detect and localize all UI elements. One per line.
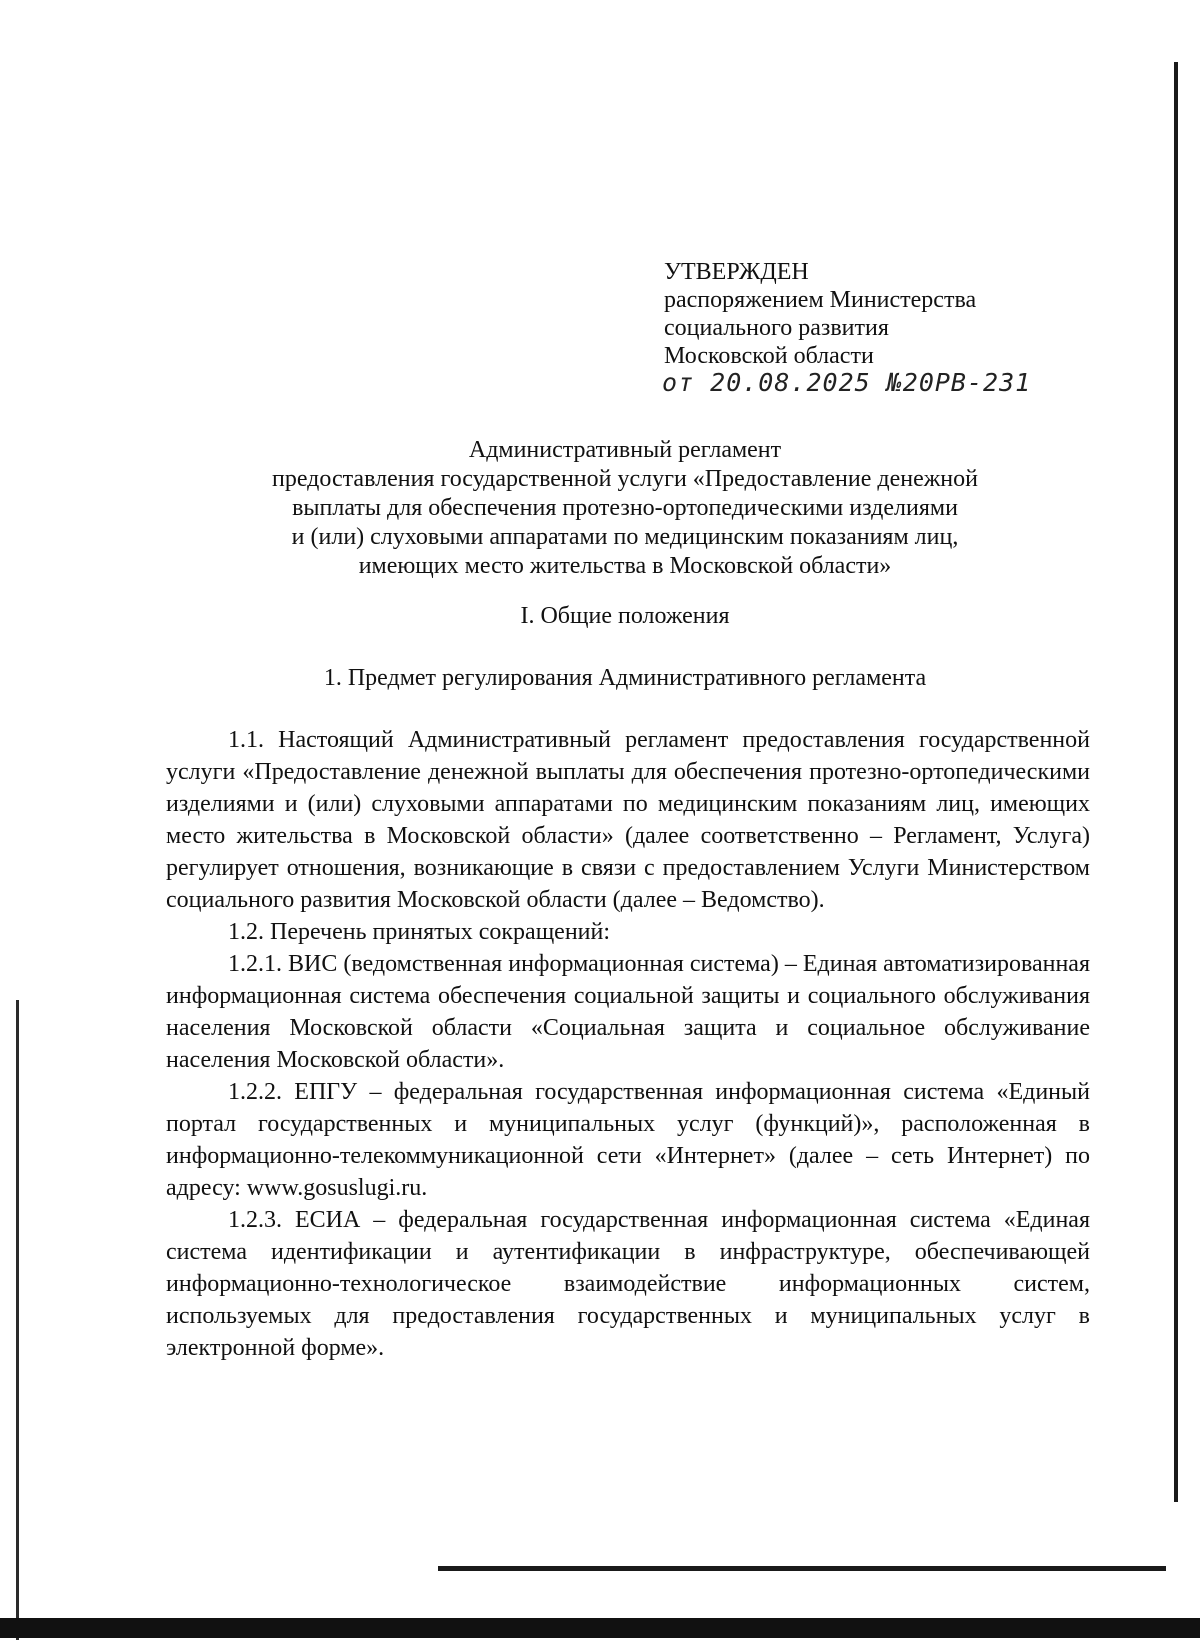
scan-edge-bottom-line bbox=[438, 1566, 1166, 1571]
approval-stamp-title: УТВЕРЖДЕН bbox=[664, 259, 809, 285]
subsection-heading: 1. Предмет регулирования Административного регламента bbox=[323, 665, 927, 691]
approval-block bbox=[664, 258, 976, 370]
paragraph-1-2-2: 1.2.2. ЕПГУ – федеральная государственная информационная система «Единый портал государственных и муниципальных услуг (функций)», расположенная в информационно-телекоммуникационной сети «Интернет» (далее – сеть Интернет) по адресу: www.gosuslugi.ru. bbox=[166, 1079, 1090, 1201]
title-line: имеющих место жительства в Московской области» bbox=[358, 553, 892, 579]
title-line: выплаты для обеспечения протезно-ортопедическими изделиями bbox=[292, 495, 958, 521]
approval-line: распоряжением Министерства bbox=[664, 287, 977, 313]
paragraph-1-2-1: 1.2.1. ВИС (ведомственная информационная система) – Единая автоматизированная информационная система обеспечения социальной защиты и социального обслуживания населения Московской области «Социальная защита и социальное обслуживание населения Московской области». bbox=[166, 951, 1090, 1073]
title-line: предоставления государственной услуги «Предоставление денежной bbox=[272, 466, 978, 492]
document-body bbox=[166, 724, 1090, 1364]
scan-edge-left bbox=[16, 1000, 19, 1640]
paragraph-1-2-3: 1.2.3. ЕСИА – федеральная государственная информационная система «Единая система идентификации и аутентификации в инфраструктуре, обеспечивающей информационно-технологическое взаимодействие информационных систем, используемых для предоставления государственных и муниципальных услуг в электронной форме». bbox=[166, 1207, 1090, 1361]
paragraph-1-1: 1.1. Настоящий Административный регламент предоставления государственной услуги «Предоставление денежной выплаты для обеспечения протезно-ортопедическими изделиями и (или) слуховыми аппаратами по медицинским показаниям лиц, имеющих место жительства в Московской области» (далее соответственно – Регламент, Услуга) регулирует отношения, возникающие в связи с предоставлением Услуги Министерством социального развития Московской области (далее – Ведомство). bbox=[166, 727, 1090, 913]
scan-edge-right bbox=[1174, 62, 1178, 1502]
document-title bbox=[160, 436, 1090, 581]
title-line: Административный регламент bbox=[468, 437, 782, 463]
section-heading: I. Общие положения bbox=[520, 603, 730, 629]
paragraph-1-2: 1.2. Перечень принятых сокращений: bbox=[228, 919, 611, 945]
approval-line: Московской области bbox=[664, 343, 874, 369]
title-line: и (или) слуховыми аппаратами по медицинским показаниям лиц, bbox=[291, 524, 959, 550]
handwritten-date-number: от 20.08.2025 №20РВ-231 bbox=[662, 368, 1032, 397]
approval-line: социального развития bbox=[664, 315, 889, 341]
scan-edge-bottom-bar bbox=[0, 1618, 1200, 1638]
